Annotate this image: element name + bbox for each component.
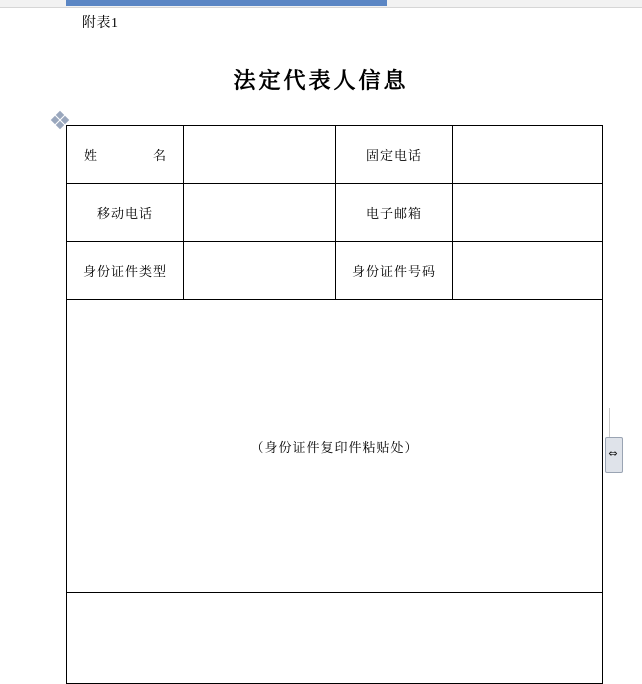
label-landline: 固定电话 (336, 126, 453, 184)
legal-representative-table (66, 125, 603, 684)
label-name (67, 126, 184, 184)
label-mobile: 移动电话 (67, 184, 184, 242)
value-mobile[interactable] (184, 184, 336, 242)
table-row (67, 593, 603, 684)
label-email: 电子邮箱 (336, 184, 453, 242)
value-landline[interactable] (453, 126, 603, 184)
table-row (67, 184, 603, 242)
id-copy-paste-area[interactable]: （身份证件复印件粘贴处） (67, 300, 603, 593)
label-id-number: 身份证件号码 (336, 242, 453, 300)
bottom-blank-area[interactable] (67, 593, 603, 684)
resize-arrows-icon: ⇔ (608, 447, 618, 460)
value-email[interactable] (453, 184, 603, 242)
horizontal-scrollbar[interactable] (0, 0, 642, 8)
table-row (67, 126, 603, 184)
label-name-text: 姓 名 (83, 148, 176, 163)
scrollbar-thumb[interactable] (66, 0, 387, 6)
column-resize-handle[interactable] (605, 437, 623, 473)
value-id-number[interactable] (453, 242, 603, 300)
value-name[interactable] (184, 126, 336, 184)
document-page (0, 8, 642, 673)
label-id-type: 身份证件类型 (67, 242, 184, 300)
attachment-label: 附表1 (82, 16, 119, 31)
value-id-type[interactable] (184, 242, 336, 300)
page-title: 法定代表人信息 (233, 68, 409, 93)
table-row (67, 242, 603, 300)
table-row (67, 300, 603, 593)
